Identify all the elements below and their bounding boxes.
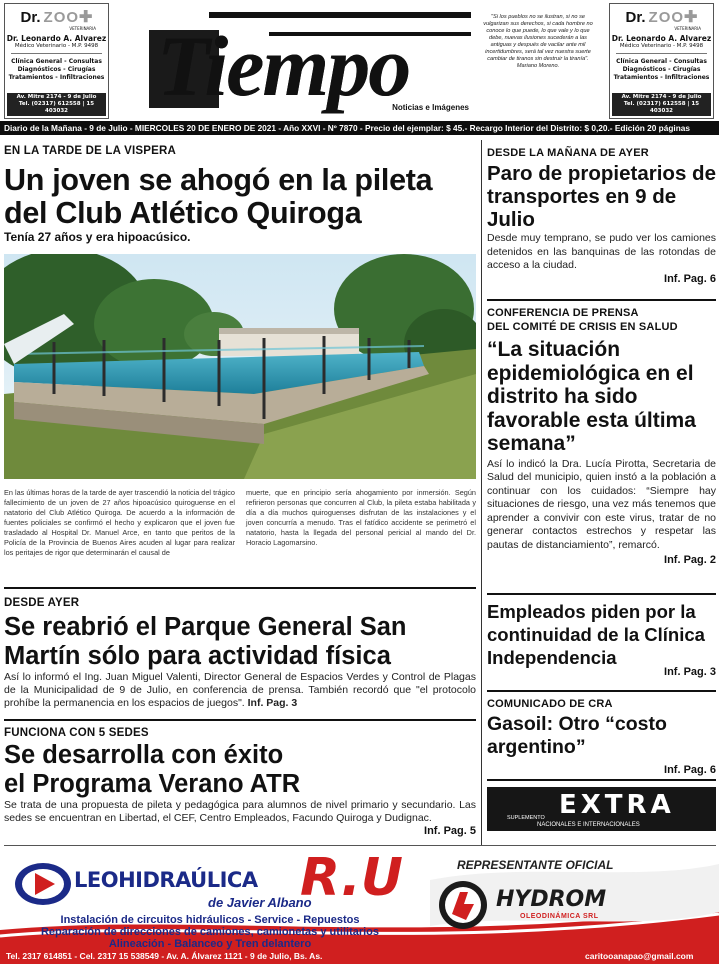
paro-story-inf[interactable]: Inf. Pag. 6 [664, 272, 716, 285]
vet-ad-left[interactable] [4, 3, 109, 119]
verano-story-headline-line: el Programa Verano ATR [4, 770, 301, 798]
vet-ad-subtitle: VETERINARIA [674, 26, 701, 31]
paro-story-kicker: DESDE LA MAÑANA DE AYER [487, 147, 649, 159]
vet-ad-matricula: Médico Veterinario - M.P. 9498 [619, 43, 704, 49]
vet-ad-doctor: Dr. Leonardo A. Alvarez [611, 34, 712, 43]
parque-story-text: Así lo informó el Ing. Juan Miguel Valenti, Director General de Espacios Verdes y Control de Plagas de la Municipalidad de 9 de Julio, en conferencia de prensa. También recordó que "el protocolo prohíbe la permanencia en los espacios de juegos". [4, 671, 476, 709]
ad-owner: de Javier Albano [208, 895, 312, 910]
divider [616, 53, 707, 54]
crisis-story-kicker: DEL COMITÉ DE CRISIS EN SALUD [487, 321, 678, 333]
section-rule [487, 779, 716, 781]
vet-ad-phone: Tel. (02317) 612558 | 15 403032 [18, 101, 95, 114]
ad-separator [4, 845, 716, 846]
masthead-subtitle: Noticias e Imágenes [392, 103, 469, 112]
main-story-subhead: Tenía 27 años y era hipoacúsico. [4, 230, 191, 244]
main-story-headline-line: Un joven se ahogó en la pileta [4, 163, 433, 197]
bottom-ad[interactable] [0, 848, 719, 964]
vet-ad-service: Tratamientos - Infiltraciones [8, 74, 105, 81]
gasoil-story-kicker: COMUNICADO DE CRA [487, 698, 613, 710]
vet-ad-service: Clínica General - Consultas [616, 58, 707, 65]
ad-brand-name: LEOHIDRAÚLICA [74, 868, 258, 892]
section-rule [4, 719, 476, 721]
vet-ad-dr: Dr. [20, 8, 41, 26]
masthead-title: Tiempo [157, 18, 410, 114]
vet-ad-dr: Dr. [625, 8, 646, 26]
main-story-headline-line: del Club Atlético Quiroga [4, 196, 362, 230]
date-bar: Diario de la Mañana - 9 de Julio - MIERCOLES 20 DE ENERO DE 2021 - Año XXVI - Nº 7870 - Precio del ejemplar: $ 45.- Recargo Interior del Distrito: $ 0,20.- Edición 20 páginas [0, 121, 719, 135]
section-rule [487, 593, 716, 595]
extra-supplement-banner[interactable] [487, 787, 716, 831]
ad-hydrom-sub: OLEODINÁMICA SRL [520, 913, 599, 920]
ad-email[interactable]: caritooanapao@gmail.com [585, 951, 694, 961]
ad-brand-ru: R.U [300, 848, 403, 908]
vet-ad-right[interactable] [609, 3, 714, 119]
vet-ad-contact [7, 93, 106, 116]
hydrom-logo-icon [438, 880, 488, 930]
verano-story-headline-line: Se desarrolla con éxito [4, 741, 284, 769]
parque-story[interactable] [4, 597, 476, 710]
main-story-kicker: EN LA TARDE DE LA VISPERA [4, 145, 176, 157]
parque-story-kicker: DESDE AYER [4, 597, 80, 609]
ad-service-line: Instalación de circuitos hidráulicos - Service - Repuestos [60, 914, 360, 926]
clinica-story[interactable] [487, 600, 716, 678]
main-story-col-2: muerte, que en principio sería ahogamiento por inmersión. Según refirieron personas que concurren al Club, la pileta estaba habilitada y día a día muchos quiroguenses disfrutan de las instalaciones y el joven concurría a menudo. Tras el fatídico accidente se perimetró el natatorio, hasta la llegada del personal pericial al mando del Dr. Horacio Lagomarsino. [246, 488, 476, 547]
vet-ad-matricula: Médico Veterinario - M.P. 9498 [14, 43, 99, 49]
crisis-story-headline[interactable]: “La situación epidemiológica en el distrito ha sido favorable esta última semana” [487, 338, 696, 455]
section-rule [487, 690, 716, 692]
gasoil-story-headline[interactable]: Gasoil: Otro “costo argentino” [487, 713, 667, 758]
divider [11, 53, 102, 54]
masthead[interactable] [149, 10, 475, 116]
verano-story-headline[interactable] [4, 741, 476, 799]
crisis-story-inf[interactable]: Inf. Pag. 2 [664, 554, 716, 566]
verano-story-inf[interactable]: Inf. Pag. 5 [424, 825, 476, 837]
vet-ad-contact [612, 93, 711, 116]
vet-ad-service: Diagnósticos - Cirugías [17, 66, 96, 73]
extra-subtitle: NACIONALES E INTERNACIONALES [537, 822, 640, 828]
parque-story-headline-line: Se reabrió el Parque General San [4, 613, 407, 641]
pool-photo [4, 254, 476, 479]
crisis-story-kicker: CONFERENCIA DE PRENSA [487, 307, 639, 319]
extra-suplemento: SUPLEMENTO [507, 815, 545, 821]
vet-ad-zoo: ZOO [648, 8, 685, 26]
paro-story-body: Desde muy temprano, se pudo ver los camiones detenidos en las banquinas de las rotondas de acceso a la ciudad. [487, 232, 716, 271]
ad-hydrom: HYDROM [496, 887, 607, 912]
ad-services [0, 914, 420, 950]
vet-ad-address: Av. Mitre 2174 - 9 de Julio [621, 94, 702, 100]
vet-ad-service: Clínica General - Consultas [11, 58, 102, 65]
masthead-quote: "Si los pueblos no se ilustran, si no se vulgarizan sus derechos, si cada hombre no conoce lo que puede, lo que vale y lo que debe, nuevas ilusiones sucederán a las antiguas y después de vacilar ante mil incertidumbres, será tal vez nuestra suerte cambiar de tiranos sin destruir la tiranía". Mariano Moreno. [483, 14, 593, 69]
pool-photo-image [4, 254, 476, 479]
parque-story-inf[interactable]: Inf. Pag. 3 [247, 697, 298, 709]
vet-ad-service: Tratamientos - Infiltraciones [613, 74, 710, 81]
verano-story-kicker: FUNCIONA CON 5 SEDES [4, 727, 149, 739]
crisis-story[interactable] [487, 306, 716, 566]
verano-story[interactable] [4, 727, 476, 837]
paro-story-headline[interactable]: Paro de propietarios de transportes en 9 de Julio [487, 162, 716, 231]
main-story-col-1: En las últimas horas de la tarde de ayer trascendió la noticia del trágico fallecimiento de un joven de 27 años hipoacúsico quiroguense en el natatorio del Club Atlético Quiroga. De acuerdo a la información de fuentes policiales se confirmó el hecho y explicaron que el joven fue trasladado al Hospital Dr. Manuel Arce, en tanto que peritos de la Policía de la Provincia de Buenos Aires acuden al lugar para realizar los peritajes de rigor que determinarán el causal de [4, 488, 235, 557]
vet-ad-service: Diagnósticos - Cirugías [622, 66, 701, 73]
parque-story-headline-line: Martín sólo para actividad física [4, 642, 391, 670]
gasoil-story-inf[interactable]: Inf. Pag. 6 [664, 764, 716, 776]
main-story[interactable] [4, 145, 476, 244]
gasoil-story[interactable] [487, 698, 716, 776]
clinica-story-inf[interactable]: Inf. Pag. 3 [664, 666, 716, 678]
section-rule [487, 299, 716, 301]
parque-story-body [4, 671, 476, 710]
verano-story-body: Se trata de una propuesta de pileta y pedagógica para alumnos de nivel primario y secundario. Las sedes se encuentran en Libertad, el CEF, Centro Empleados, Facundo Quiroga y Dudignac. [4, 799, 476, 824]
cross-icon: ✚ [684, 9, 698, 26]
ad-contact: Tel. 2317 614851 - Cel. 2317 15 538549 - Av. A. Álvarez 1121 - 9 de Julio, Bs. As. [6, 951, 323, 961]
vet-ad-phone: Tel. (02317) 612558 | 15 403032 [623, 101, 700, 114]
column-divider [481, 140, 482, 845]
vet-ad-doctor: Dr. Leonardo A. Alvarez [6, 34, 107, 43]
paro-story[interactable] [487, 147, 716, 285]
crisis-story-body: Así lo indicó la Dra. Lucía Pirotta, Secretaria de Salud del municipio, quien instó a la población a continuar con los cuidados: “Siempre hay situaciones de riesgo, una vez más tenemos que aprender a convivir con este virus, tratar de no generar contactos estrechos y respetar las pautas de distanciamiento”, remarcó. [487, 457, 716, 551]
play-logo-icon [14, 862, 72, 906]
main-story-headline[interactable] [4, 164, 476, 230]
extra-title: EXTRA [559, 790, 675, 820]
ad-representante: REPRESENTANTE OFICIAL [457, 858, 614, 872]
vet-ad-subtitle: VETERINARIA [69, 26, 96, 31]
vet-ad-address: Av. Mitre 2174 - 9 de Julio [16, 94, 97, 100]
section-rule [4, 587, 476, 589]
vet-ad-zoo: ZOO [43, 8, 80, 26]
parque-story-headline[interactable] [4, 613, 476, 671]
ad-service-line: Reparación de direcciones de camiones, camionetas y utilitarios [40, 926, 380, 938]
ad-service-line: Alineación - Balanceo y Tren delantero [108, 938, 312, 950]
cross-icon: ✚ [79, 9, 93, 26]
clinica-story-headline[interactable]: Empleados piden por la continuidad de la Clínica Independencia [487, 601, 705, 668]
